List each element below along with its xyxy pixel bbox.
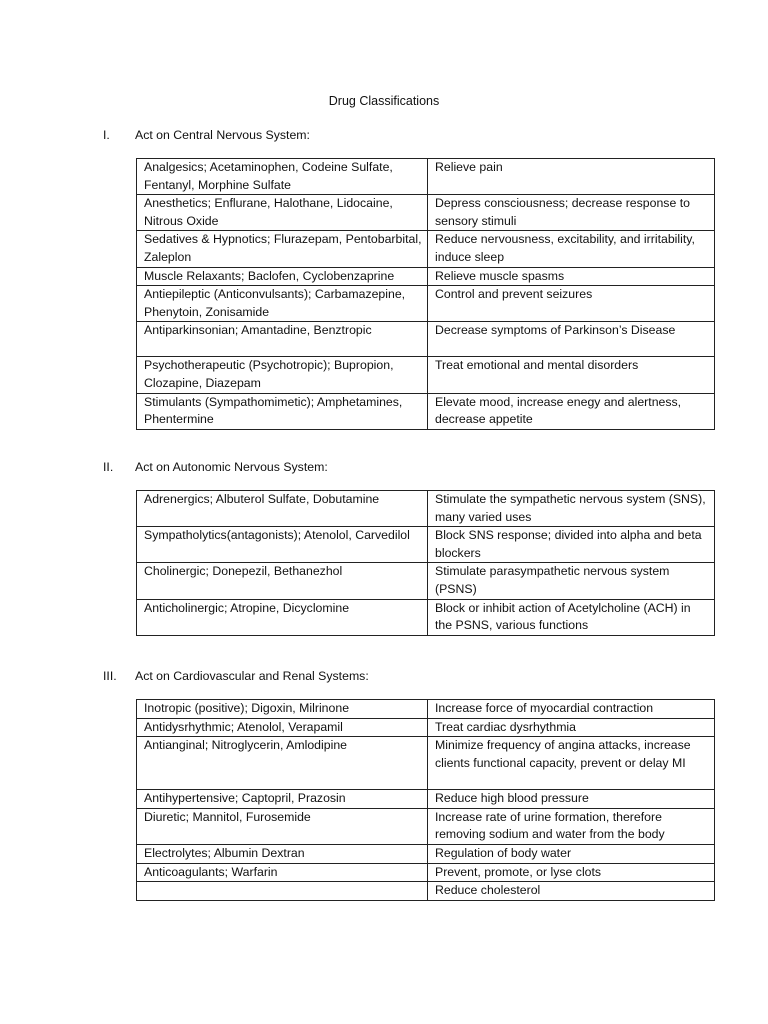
- drug-class-cell: Antidysrhythmic; Atenolol, Verapamil: [137, 718, 428, 737]
- drug-action-cell: Stimulate parasympathetic nervous system (PSNS): [428, 563, 715, 599]
- document-title: Drug Classifications: [328, 94, 440, 108]
- table-row: [137, 844, 715, 863]
- drug-class-cell: Antiparkinsonian; Amantadine, Benztropic: [137, 322, 428, 357]
- drug-action-cell: Minimize frequency of angina attacks, increase clients functional capacity, prevent or delay MI: [428, 737, 715, 790]
- drug-class-cell: Anticholinergic; Atropine, Dicyclomine: [137, 599, 428, 635]
- drug-class-cell: Inotropic (positive); Digoxin, Milrinone: [137, 700, 428, 719]
- table-row: [137, 863, 715, 882]
- drug-class-cell: Adrenergics; Albuterol Sulfate, Dobutamine: [137, 491, 428, 527]
- drug-class-cell: Antianginal; Nitroglycerin, Amlodipine: [137, 737, 428, 790]
- ans-drug-table: [136, 490, 715, 636]
- table-row: [137, 286, 715, 322]
- table-row: [137, 231, 715, 267]
- drug-class-cell: Sedatives & Hypnotics; Flurazepam, Pentobarbital, Zaleplon: [137, 231, 428, 267]
- drug-class-cell: Psychotherapeutic (Psychotropic); Bupropion, Clozapine, Diazepam: [137, 357, 428, 393]
- drug-action-cell: Prevent, promote, or lyse clots: [428, 863, 715, 882]
- drug-class-cell: Diuretic; Mannitol, Furosemide: [137, 808, 428, 844]
- cardio-renal-drug-table: [136, 699, 715, 901]
- drug-action-cell: Elevate mood, increase enegy and alertness, decrease appetite: [428, 393, 715, 429]
- section-heading-cns: [103, 127, 310, 145]
- table-row: [137, 393, 715, 429]
- drug-action-cell: Stimulate the sympathetic nervous system (SNS), many varied uses: [428, 491, 715, 527]
- drug-action-cell: Increase force of myocardial contraction: [428, 700, 715, 719]
- drug-class-cell: Analgesics; Acetaminophen, Codeine Sulfate, Fentanyl, Morphine Sulfate: [137, 159, 428, 195]
- drug-action-cell: Treat cardiac dysrhythmia: [428, 718, 715, 737]
- drug-class-cell: Anesthetics; Enflurane, Halothane, Lidocaine, Nitrous Oxide: [137, 195, 428, 231]
- drug-action-cell: Regulation of body water: [428, 844, 715, 863]
- drug-action-cell: Block SNS response; divided into alpha and beta blockers: [428, 527, 715, 563]
- table-row: [137, 527, 715, 563]
- section-number: II.: [103, 460, 114, 474]
- table-row: [137, 790, 715, 809]
- drug-action-cell: Depress consciousness; decrease response to sensory stimuli: [428, 195, 715, 231]
- table-row: [137, 322, 715, 357]
- table-row: [137, 563, 715, 599]
- drug-class-cell: Antiepileptic (Anticonvulsants); Carbamazepine, Phenytoin, Zonisamide: [137, 286, 428, 322]
- table-row: [137, 267, 715, 286]
- table-row: [137, 491, 715, 527]
- drug-class-cell: Antihypertensive; Captopril, Prazosin: [137, 790, 428, 809]
- drug-action-cell: Reduce nervousness, excitability, and irritability, induce sleep: [428, 231, 715, 267]
- section-number: III.: [103, 669, 117, 683]
- drug-action-cell: Relieve pain: [428, 159, 715, 195]
- drug-class-cell: Muscle Relaxants; Baclofen, Cyclobenzaprine: [137, 267, 428, 286]
- table-row: [137, 808, 715, 844]
- drug-class-cell: Cholinergic; Donepezil, Bethanezhol: [137, 563, 428, 599]
- drug-action-cell: Control and prevent seizures: [428, 286, 715, 322]
- drug-action-cell: Reduce high blood pressure: [428, 790, 715, 809]
- drug-class-cell: [137, 882, 428, 901]
- table-row: [137, 357, 715, 393]
- drug-action-cell: Treat emotional and mental disorders: [428, 357, 715, 393]
- drug-action-cell: Increase rate of urine formation, therefore removing sodium and water from the body: [428, 808, 715, 844]
- drug-class-cell: Sympatholytics(antagonists); Atenolol, Carvedilol: [137, 527, 428, 563]
- section-title: Act on Autonomic Nervous System:: [135, 460, 328, 474]
- table-row: [137, 195, 715, 231]
- section-number: I.: [103, 128, 110, 142]
- cns-drug-table: [136, 158, 715, 430]
- table-row: [137, 599, 715, 635]
- section-title: Act on Cardiovascular and Renal Systems:: [135, 669, 369, 683]
- table-row: [137, 718, 715, 737]
- section-heading-ans: [103, 459, 328, 477]
- drug-class-cell: Stimulants (Sympathomimetic); Amphetamines, Phentermine: [137, 393, 428, 429]
- table-row: [137, 700, 715, 719]
- drug-class-cell: Electrolytes; Albumin Dextran: [137, 844, 428, 863]
- drug-action-cell: Block or inhibit action of Acetylcholine (ACH) in the PSNS, various functions: [428, 599, 715, 635]
- table-row: [137, 882, 715, 901]
- drug-action-cell: Relieve muscle spasms: [428, 267, 715, 286]
- drug-action-cell: Decrease symptoms of Parkinson’s Disease: [428, 322, 715, 357]
- drug-class-cell: Anticoagulants; Warfarin: [137, 863, 428, 882]
- table-row: [137, 737, 715, 790]
- table-row: [137, 159, 715, 195]
- section-heading-cardio-renal: [103, 668, 369, 686]
- section-title: Act on Central Nervous System:: [135, 128, 310, 142]
- drug-action-cell: Reduce cholesterol: [428, 882, 715, 901]
